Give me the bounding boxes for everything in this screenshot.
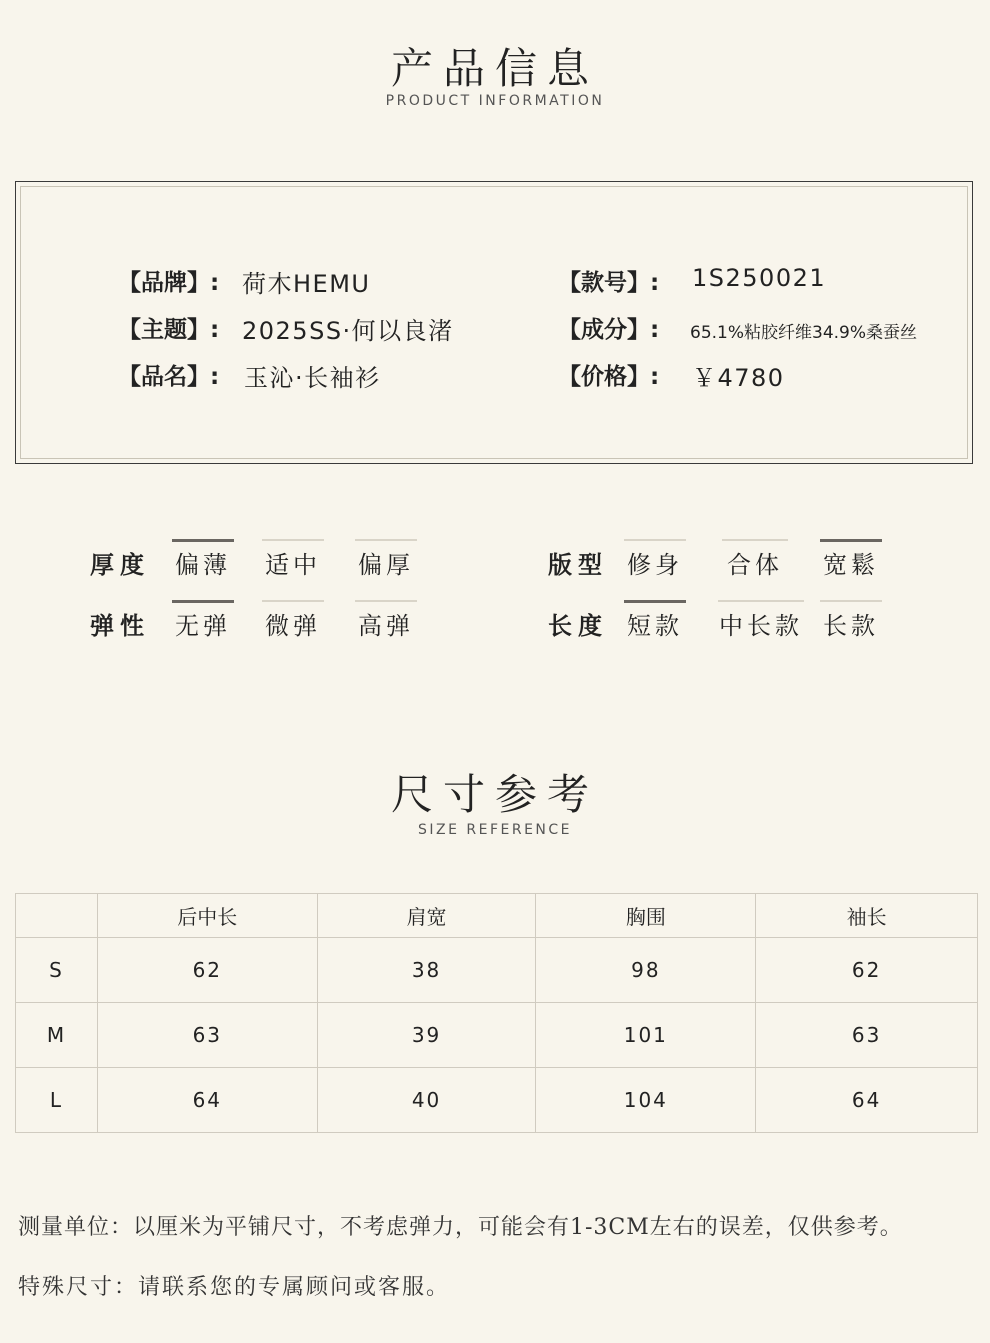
material-label: 【成分】: — [558, 317, 660, 343]
attr-option: 偏厚 — [355, 539, 417, 580]
special-size-note: 特殊尺寸：请联系您的专属顾问或客服。 — [18, 1275, 451, 1300]
size-table — [15, 893, 978, 1133]
table-cell: L — [16, 1068, 98, 1133]
elasticity-label: 弹性 — [90, 612, 150, 640]
table-cell: 39 — [317, 1003, 536, 1068]
length-label: 长度 — [548, 612, 608, 640]
brand-label: 【品牌】: — [118, 270, 220, 296]
table-cell: 64 — [756, 1068, 978, 1133]
name-label: 【品名】: — [118, 364, 220, 390]
table-cell: M — [16, 1003, 98, 1068]
price-label: 【价格】: — [558, 364, 660, 390]
theme-label: 【主题】: — [118, 317, 220, 343]
table-cell: 104 — [536, 1068, 756, 1133]
table-cell: 98 — [536, 938, 756, 1003]
measurement-note: 测量单位：以厘米为平铺尺寸，不考虑弹力，可能会有1-3CM左右的误差，仅供参考。 — [18, 1215, 903, 1240]
theme-value: 2025SS·何以良渚 — [242, 317, 454, 345]
name-value: 玉沁·长袖衫 — [244, 364, 381, 392]
table-cell: 101 — [536, 1003, 756, 1068]
attr-option: 宽鬆 — [820, 539, 882, 580]
attr-option: 高弹 — [355, 600, 417, 641]
table-header-cell: 后中长 — [97, 894, 317, 938]
table-header-cell: 胸围 — [536, 894, 756, 938]
material-value: 65.1%粘胶纤维34.9%桑蚕丝 — [690, 323, 918, 343]
fit-label: 版型 — [548, 551, 608, 579]
product-info-title: 产品信息 — [390, 44, 599, 93]
style-value: 1S250021 — [692, 264, 827, 292]
attr-option: 微弹 — [262, 600, 324, 641]
brand-value: 荷木HEMU — [242, 270, 371, 298]
style-label: 【款号】: — [558, 270, 660, 296]
table-row — [16, 1068, 978, 1133]
size-ref-subtitle: SIZE REFERENCE — [417, 822, 573, 838]
table-cell: 63 — [97, 1003, 317, 1068]
product-info-subtitle: PRODUCT INFORMATION — [385, 93, 605, 109]
size-ref-title: 尺寸参考 — [390, 770, 599, 819]
table-header-cell — [16, 894, 98, 938]
attr-option: 无弹 — [172, 600, 234, 641]
table-cell: 63 — [756, 1003, 978, 1068]
attr-option: 偏薄 — [172, 539, 234, 580]
table-cell: 38 — [317, 938, 536, 1003]
table-header-row — [16, 894, 978, 938]
table-header-cell: 袖长 — [756, 894, 978, 938]
table-cell: S — [16, 938, 98, 1003]
table-row — [16, 1003, 978, 1068]
price-value: ￥4780 — [692, 364, 785, 392]
attr-option: 适中 — [262, 539, 324, 580]
table-cell: 40 — [317, 1068, 536, 1133]
attr-option: 修身 — [624, 539, 686, 580]
thickness-label: 厚度 — [90, 551, 150, 579]
attr-option: 长款 — [820, 600, 882, 641]
attr-option: 中长款 — [718, 600, 804, 641]
attr-option: 短款 — [624, 600, 686, 641]
table-cell: 62 — [756, 938, 978, 1003]
table-header-cell: 肩宽 — [317, 894, 536, 938]
attr-option: 合体 — [722, 539, 788, 580]
table-cell: 64 — [97, 1068, 317, 1133]
table-row — [16, 938, 978, 1003]
table-cell: 62 — [97, 938, 317, 1003]
